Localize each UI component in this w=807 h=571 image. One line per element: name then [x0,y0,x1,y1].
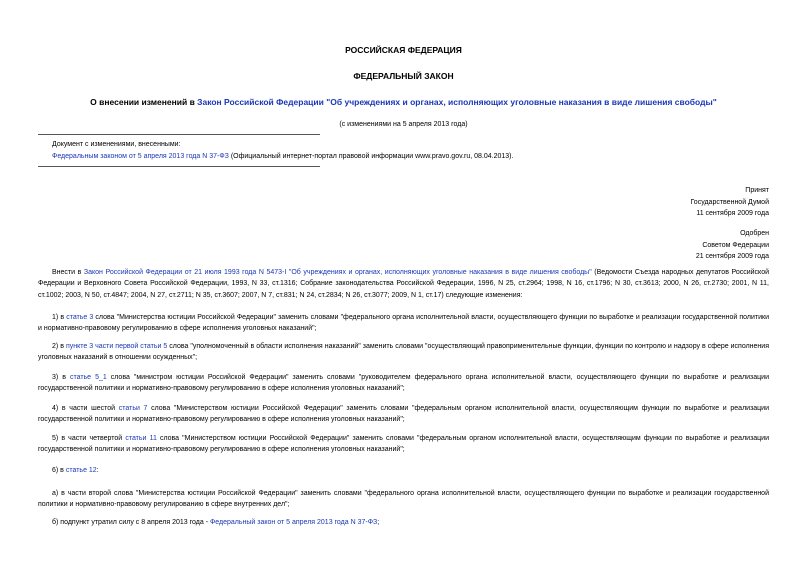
sub-item-a: а) в части второй слова "Министерства юстиции Российской Федерации" заменить словами "федерального органа исполнительной власти, осуществляющего функции по выработке и реализации государственной политики и нормативно-правовому регулированию в сфере внутренних дел"; [38,490,769,509]
item-5 [38,433,769,456]
item-4-link[interactable]: статьи 7 [118,405,148,412]
amendments-info [52,139,513,163]
divider-bottom [38,166,320,167]
item-3-text: слова "министром юстиции Российской Федерации" заменить словами "руководителем федерального органа исполнительной власти, осуществляющего функции по выработке и реализации государственной политики и нормативно-правовому регулированию в сфере исполнения уголовных наказаний"; [38,374,769,393]
sub-item-b-prefix: б) подпункт утратил силу с 8 апреля 2013 года - [52,519,210,526]
item-5-text: слова "Министерством юстиции Российской Федерации" заменить словами "федеральным органом исполнительной власти, осуществляющим функции по выработке и реализации государственной политики и нормативно-правовому регулированию в сфере исполнения уголовных наказаний"; [38,435,769,454]
item-2 [38,341,769,364]
law-type-heading: ФЕДЕРАЛЬНЫЙ ЗАКОН [353,71,454,81]
item-4 [38,403,769,426]
adopted-label: Принят [745,187,769,194]
intro-rest: (Ведомости Съезда народных депутатов Российской Федерации и Верховного Совета Российской Федерации, 1993, N 33, ст.1316; Собрание законодательства Российской Федерации, 1996, N 25, ст.2964; 1998, N 16, ст.1796; N 30, ст.3613; 2000, N 26, ст.2730; 2001, N 11, ст.1002; 2003, N 50, ст.4847; 2004, N 27, ст.2711; N 35, ст.3607; 2007, N 7, ст.831; N 24, ст.2834; N 26, ст.3077; 2009, N 1, ст.17) следующие изменения: [38,269,769,299]
base-law-link[interactable]: Закон Российской Федерации от 21 июля 1993 года N 5473-I "Об учреждениях и органах, исполняющих уголовные наказания в виде лишения свободы" [83,269,592,276]
item-4-text: слова "Министерством юстиции Российской Федерации" заменить словами "федеральным органом исполнительной власти, осуществляющим функции по выработке и реализации государственной политики и нормативно-правовому регулированию в сфере исполнения уголовных наказаний"; [38,405,769,424]
item-1-prefix: 1) в [52,314,67,321]
item-3 [38,372,769,395]
approved-block [696,228,769,263]
item-6-text: : [96,467,99,474]
sub-item-b-suffix: ; [377,519,380,526]
adopted-date: 11 сентября 2009 года [696,210,769,217]
approved-date: 21 сентября 2009 года [695,253,769,260]
item-2-link[interactable]: пункте 3 части первой статьи 5 [65,343,168,350]
sub-item-b [38,517,769,528]
item-6 [38,465,769,476]
amending-law-link[interactable]: Федеральным законом от 5 апреля 2013 года N 37-ФЗ [52,153,229,160]
item-2-prefix: 2) в [52,343,66,350]
item-5-prefix: 5) в части четвертой [52,435,126,442]
sub-item-b-link[interactable]: Федеральный закон от 5 апреля 2013 года N 37-ФЗ [209,519,378,526]
item-1-link[interactable]: статье 3 [66,314,94,321]
law-title-prefix: О внесении изменений в [90,97,198,107]
adopted-block [690,185,769,220]
country-heading: РОССИЙСКАЯ ФЕДЕРАЦИЯ [345,45,462,55]
intro-paragraph [38,267,769,301]
item-2-text: слова "уполномоченный в области исполнения наказаний" заменить словами "осуществляющий правоприменительные функции, функции по контролю и надзору в сфере исполнения уголовных наказаний в отношении осужденных"; [38,343,769,362]
approved-label: Одобрен [740,230,769,237]
item-3-prefix: 3) в [52,374,70,381]
law-title [0,97,807,107]
amendments-label: Документ с изменениями, внесенными: [52,141,181,148]
item-1 [38,312,769,335]
adopted-body: Государственной Думой [690,198,769,206]
item-6-prefix: 6) в [52,467,66,474]
item-6-link[interactable]: статье 12 [65,467,97,474]
approved-body: Советом Федерации [702,241,769,249]
item-3-link[interactable]: статье 5_1 [69,374,107,381]
law-title-link[interactable]: Закон Российской Федерации "Об учреждениях и органах, исполняющих уголовные наказания в виде лишения свободы" [197,97,717,107]
revision-note: (с изменениями на 5 апреля 2013 года) [339,121,468,128]
divider-top [38,134,320,135]
item-1-text: слова "Министерства юстиции Российской Федерации" заменить словами "федерального органа исполнительной власти, осуществляющего функции по выработке и реализации государственной политики и нормативно-правовому регулированию в сфере исполнения уголовных наказаний"; [38,314,769,333]
item-5-link[interactable]: статьи 11 [125,435,157,442]
intro-prefix: Внести в [52,269,84,276]
amendments-source [52,151,513,163]
amending-law-source: (Официальный интернет-портал правовой информации www.pravo.gov.ru, 08.04.2013). [228,153,514,160]
item-4-prefix: 4) в части шестой [52,405,119,412]
